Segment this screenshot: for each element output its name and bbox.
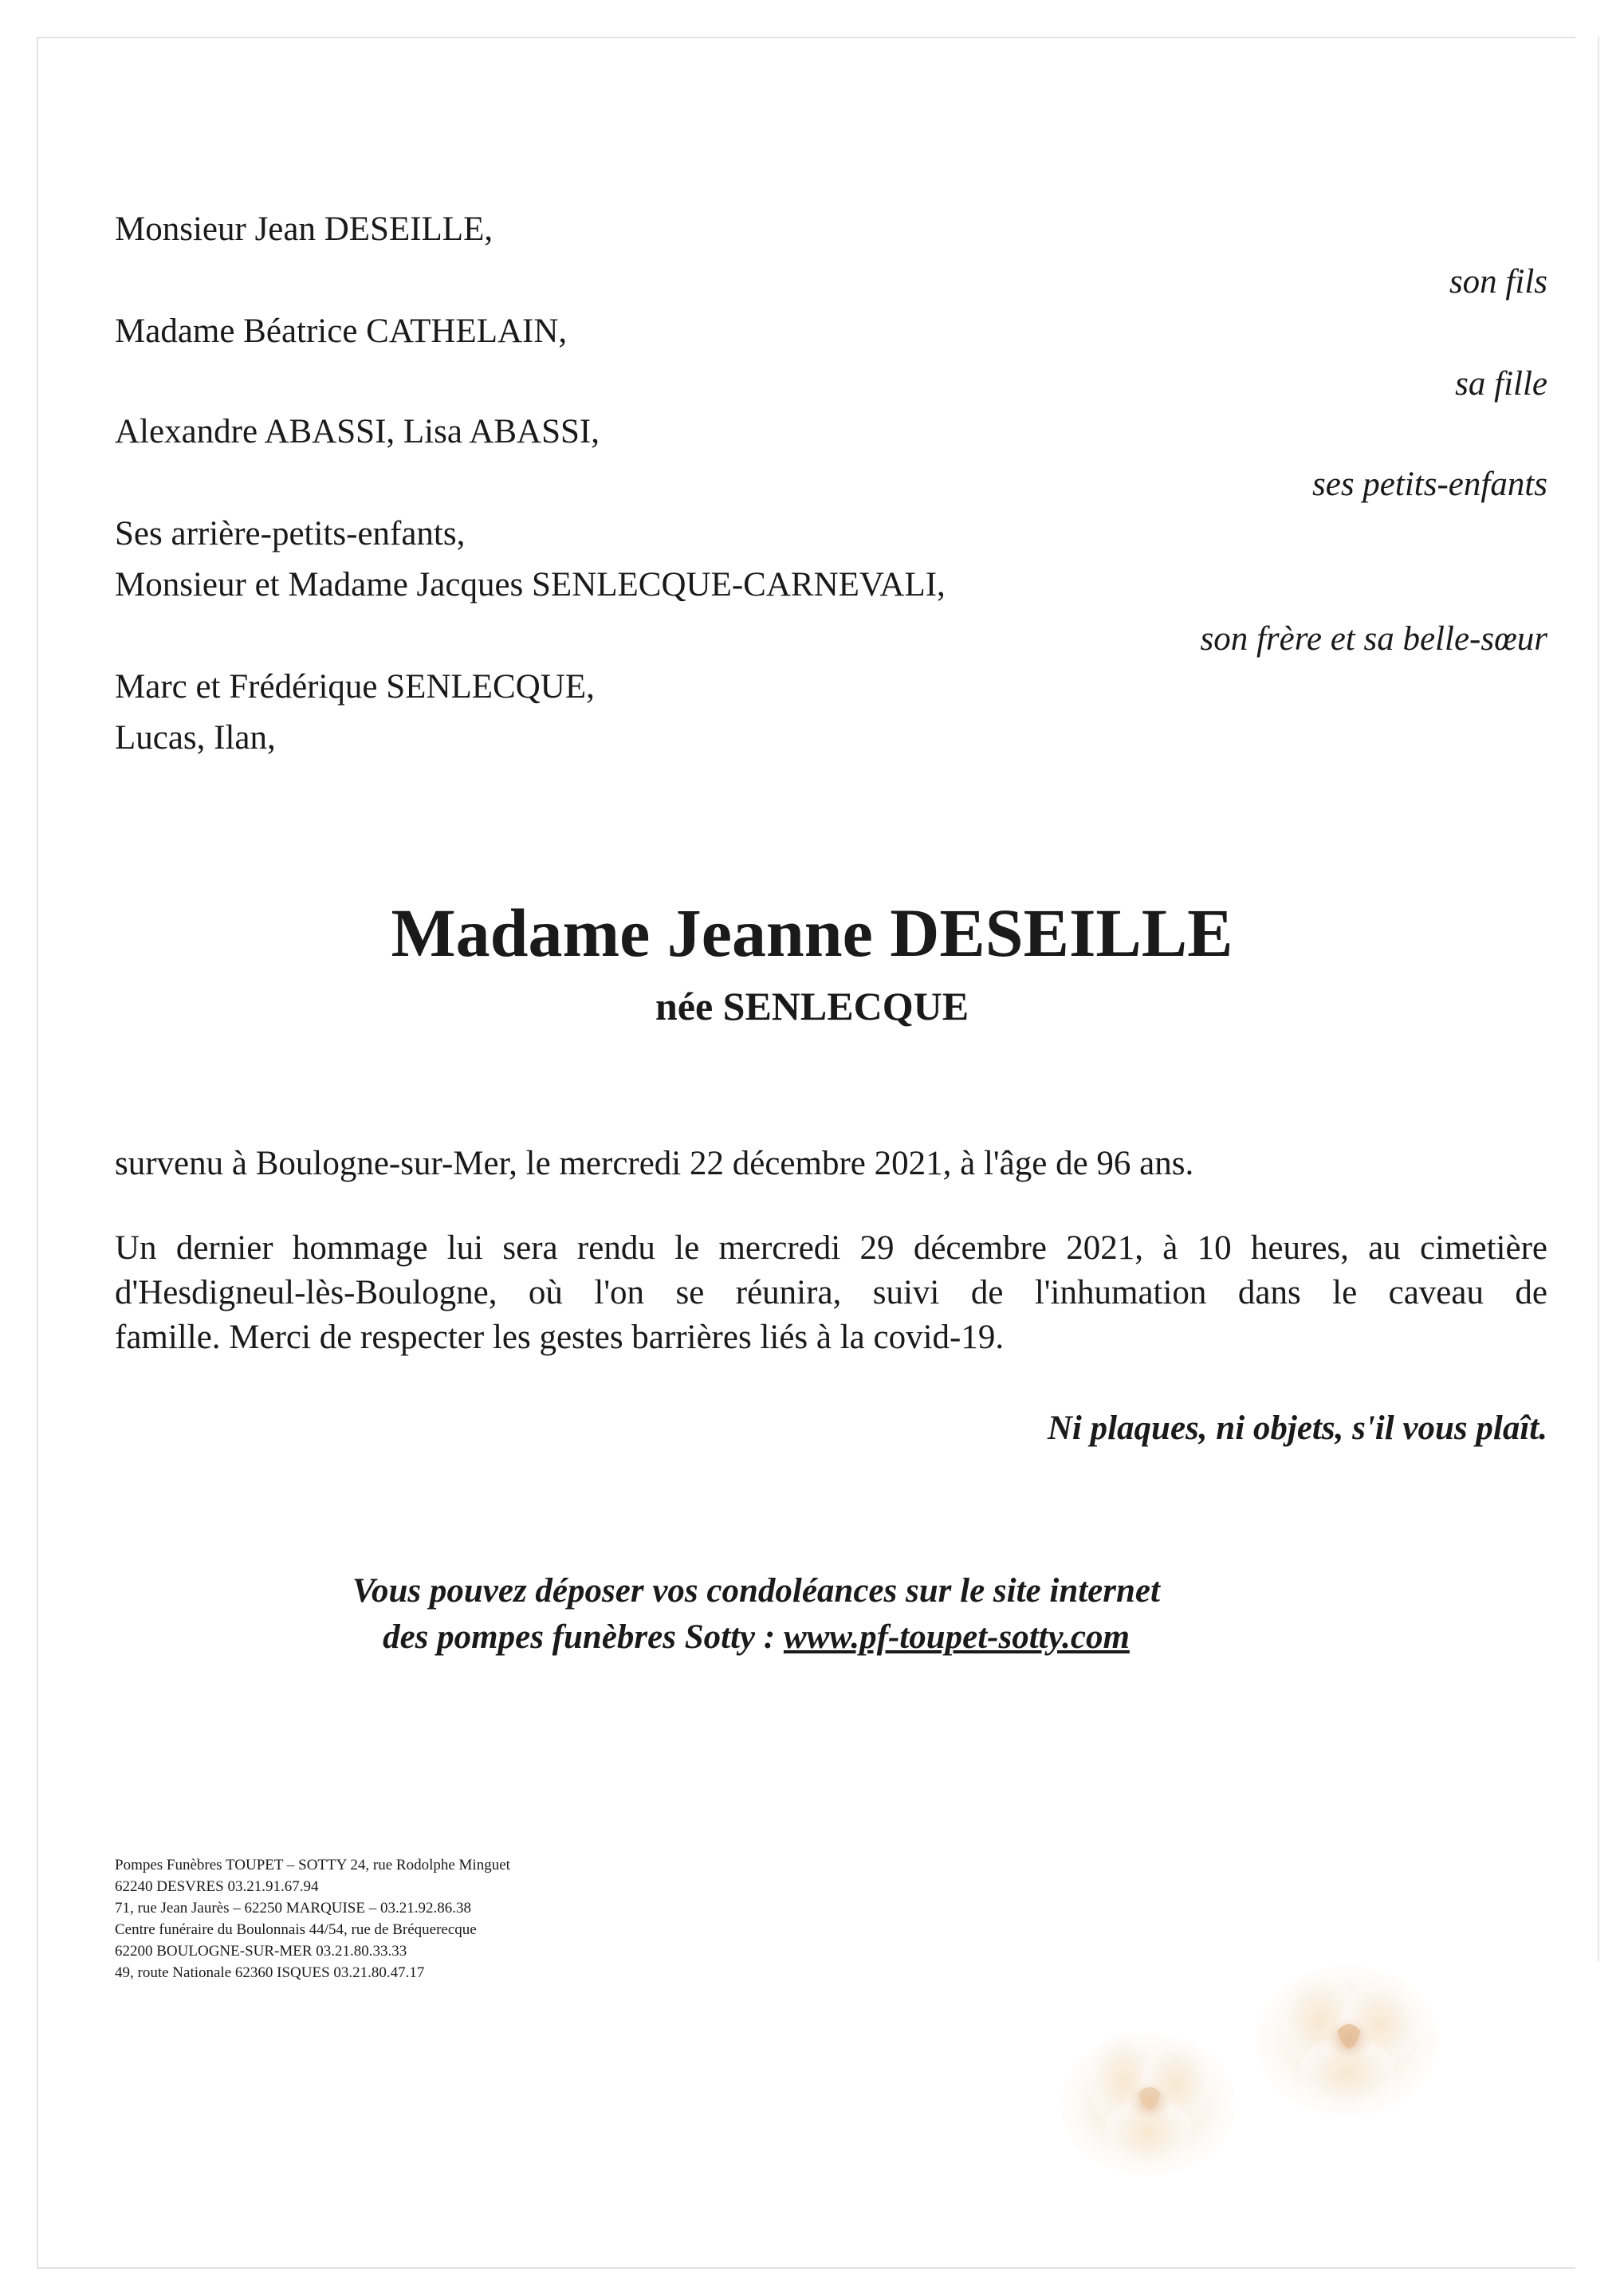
family-line-4: Ses arrière-petits-enfants, (115, 515, 466, 552)
family-line-1: Monsieur Jean DESEILLE, (115, 210, 493, 248)
family-line-7: Lucas, Ilan, (115, 719, 276, 757)
footer-line-5: 62200 BOULOGNE-SUR-MER 03.21.80.33.33 (115, 1943, 407, 1960)
footer-line-6: 49, route Nationale 62360 ISQUES 03.21.80.47.17 (115, 1964, 425, 1981)
relation-brother-sister-in-law: son frère et sa belle-sœur (1200, 620, 1547, 658)
condolences-line-1: Vous pouvez déposer vos condoléances sur le site internet (352, 1572, 1160, 1610)
footer-line-1: Pompes Funèbres TOUPET – SOTTY 24, rue Rodolphe Minguet (115, 1857, 510, 1873)
no-plaques-notice: Ni plaques, ni objets, s'il vous plaît. (1047, 1409, 1547, 1447)
tribute-line-3: famille. Merci de respecter les gestes barrières liés à la covid-19. (115, 1319, 1005, 1356)
tribute-line-2: d'Hesdigneul-lès-Boulogne, où l'on se réunira, suivi de l'inhumation dans le caveau de (115, 1274, 1547, 1311)
relation-daughter: sa fille (1455, 365, 1547, 403)
footer-line-4: Centre funéraire du Boulonnais 44/54, rue de Bréquerecque (115, 1921, 477, 1938)
death-notice: survenu à Boulogne-sur-Mer, le mercredi 22 décembre 2021, à l'âge de 96 ans. (115, 1145, 1194, 1182)
family-line-5: Monsieur et Madame Jacques SENLECQUE-CARNEVALI, (115, 566, 946, 603)
condolences-prefix: des pompes funèbres Sotty : (383, 1618, 784, 1656)
footer-line-2: 62240 DESVRES 03.21.91.67.94 (115, 1878, 319, 1895)
tribute-paragraph (115, 1226, 1547, 1360)
tribute-line-1: Un dernier hommage lui sera rendu le mercredi 29 décembre 2021, à 10 heures, au cimetière (115, 1229, 1547, 1267)
deceased-name: Madame Jeanne DESEILLE (391, 894, 1233, 971)
condolences-line-2 (0, 1617, 1568, 1658)
footer-line-3: 71, rue Jean Jaurès – 62250 MARQUISE – 03.21.92.86.38 (115, 1900, 471, 1917)
family-line-2: Madame Béatrice CATHELAIN, (115, 313, 568, 350)
relation-grandchildren: ses petits-enfants (1312, 466, 1547, 503)
orchid-flowers-icon (1036, 1945, 1451, 2208)
relation-son: son fils (1449, 263, 1547, 301)
family-line-3: Alexandre ABASSI, Lisa ABASSI, (115, 413, 600, 450)
deceased-maiden-name: née SENLECQUE (655, 984, 969, 1028)
condolences-website-link[interactable]: www.pf-toupet-sotty.com (783, 1618, 1130, 1656)
family-line-6: Marc et Frédérique SENLECQUE, (115, 668, 595, 706)
